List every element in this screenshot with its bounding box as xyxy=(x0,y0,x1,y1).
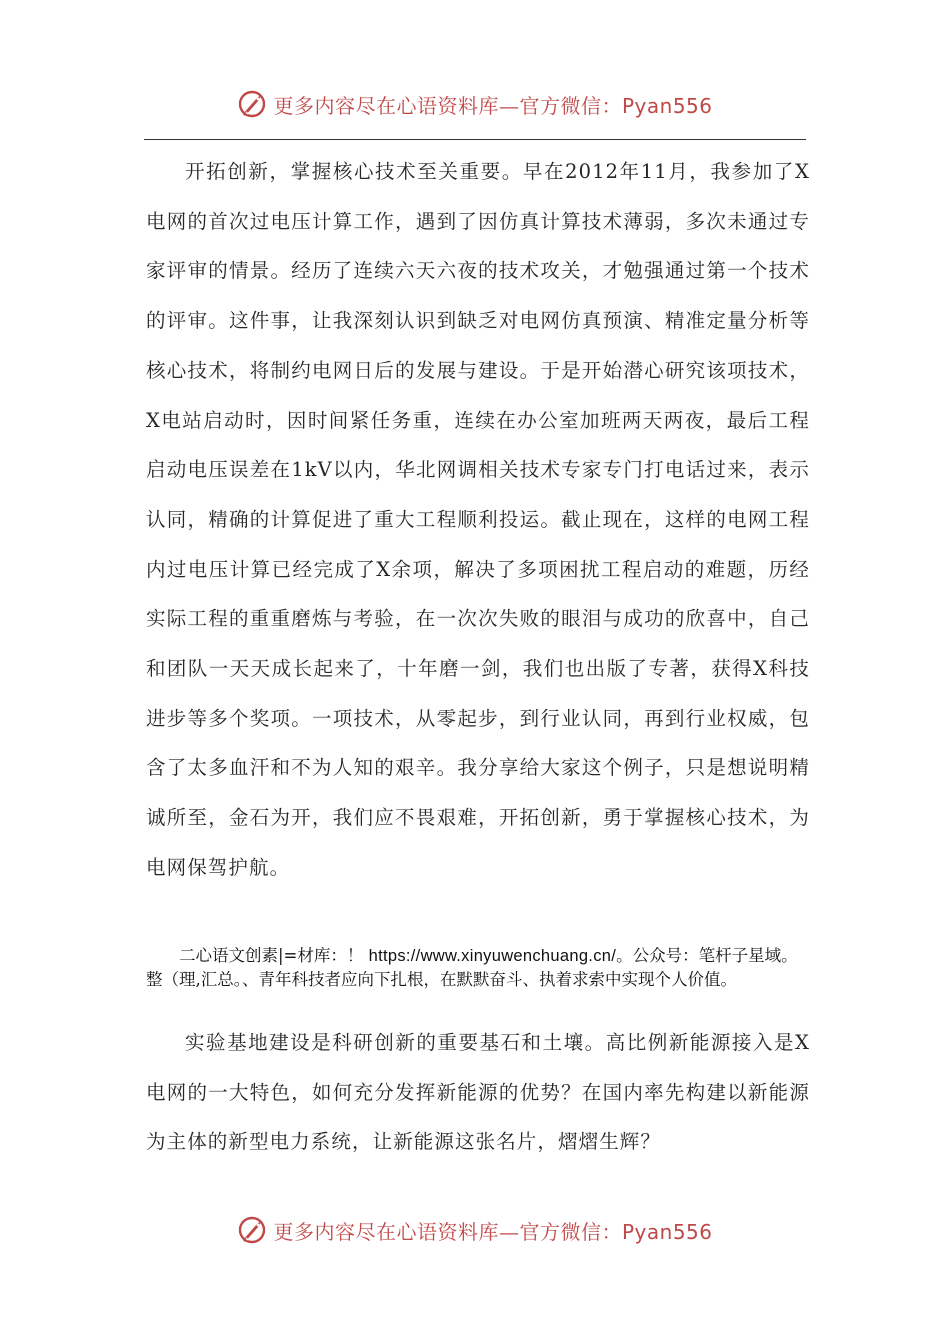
header-banner-official: 官方微信： xyxy=(519,93,622,118)
header-divider xyxy=(144,139,806,140)
pen-nib-logo-icon xyxy=(237,89,267,119)
footer-banner-dash: — xyxy=(498,1219,520,1244)
header-banner-dash: — xyxy=(498,93,520,118)
header-banner-main: 更多内容尽在心语资料库 xyxy=(273,93,499,118)
footer-banner xyxy=(0,1210,950,1250)
header-banner xyxy=(0,84,950,124)
body-paragraph-1: 开拓创新，掌握核心技术至关重要。早在2012年11月，我参加了X电网的首次过电压计算工作，遇到了因仿真计算技术薄弱，多次未通过专家评审的情景。经历了连续六天六夜的技术攻关，才勉强通过第一个技术的评审。这件事，让我深刻认识到缺乏对电网仿真预演、精准定量分析等核心技术，将制约电网日后的发展与建设。于是开始潜心研究该项技术，X电站启动时，因时间紧任务重，连续在办公室加班两天两夜，最后工程启动电压误差在1kV以内，华北网调相关技术专家专门打电话过来，表示认同，精确的计算促进了重大工程顺利投运。截止现在，这样的电网工程内过电压计算已经完成了X余项，解决了多项困扰工程启动的难题，历经实际工程的重重磨炼与考验，在一次次失败的眼泪与成功的欣喜中，自己和团队一天天成长起来了，十年磨一剑，我们也出版了专著，获得X科技进步等多个奖项。一项技术，从零起步，到行业认同，再到行业权威，包含了太多血汗和不为人知的艰辛。我分享给大家这个例子，只是想说明精诚所至，金石为开，我们应不畏艰难，开拓创新，勇于掌握核心技术，为电网保驾护航。 xyxy=(146,160,810,879)
body-note xyxy=(146,944,810,991)
note-url: https://www.xinyuwenchuang.cn/ xyxy=(368,947,617,965)
header-banner-wechat: Pyan556 xyxy=(621,93,713,118)
footer-banner-main: 更多内容尽在心语资料库 xyxy=(273,1219,499,1244)
footer-banner-official: 官方微信： xyxy=(519,1219,622,1244)
footer-banner-text xyxy=(273,1216,712,1245)
body-paragraph-3: 实验基地建设是科研创新的重要基石和土壤。高比例新能源接入是X电网的一大特色，如何充分发挥新能源的优势？在国内率先构建以新能源为主体的新型电力系统，让新能源这张名片，熠熠生辉？ xyxy=(146,1031,810,1154)
footer-banner-wechat: Pyan556 xyxy=(621,1219,713,1244)
note-suffix: 。公众号：笔杆子星域。整（理,汇总。、青年科技者应向下扎根，在默默奋斗、执着求索中实现个人价值。 xyxy=(146,946,798,989)
pen-nib-logo-icon xyxy=(237,1215,267,1245)
header-banner-text xyxy=(273,90,712,119)
note-prefix: 二心语文创素|=材库：！ xyxy=(179,946,364,965)
